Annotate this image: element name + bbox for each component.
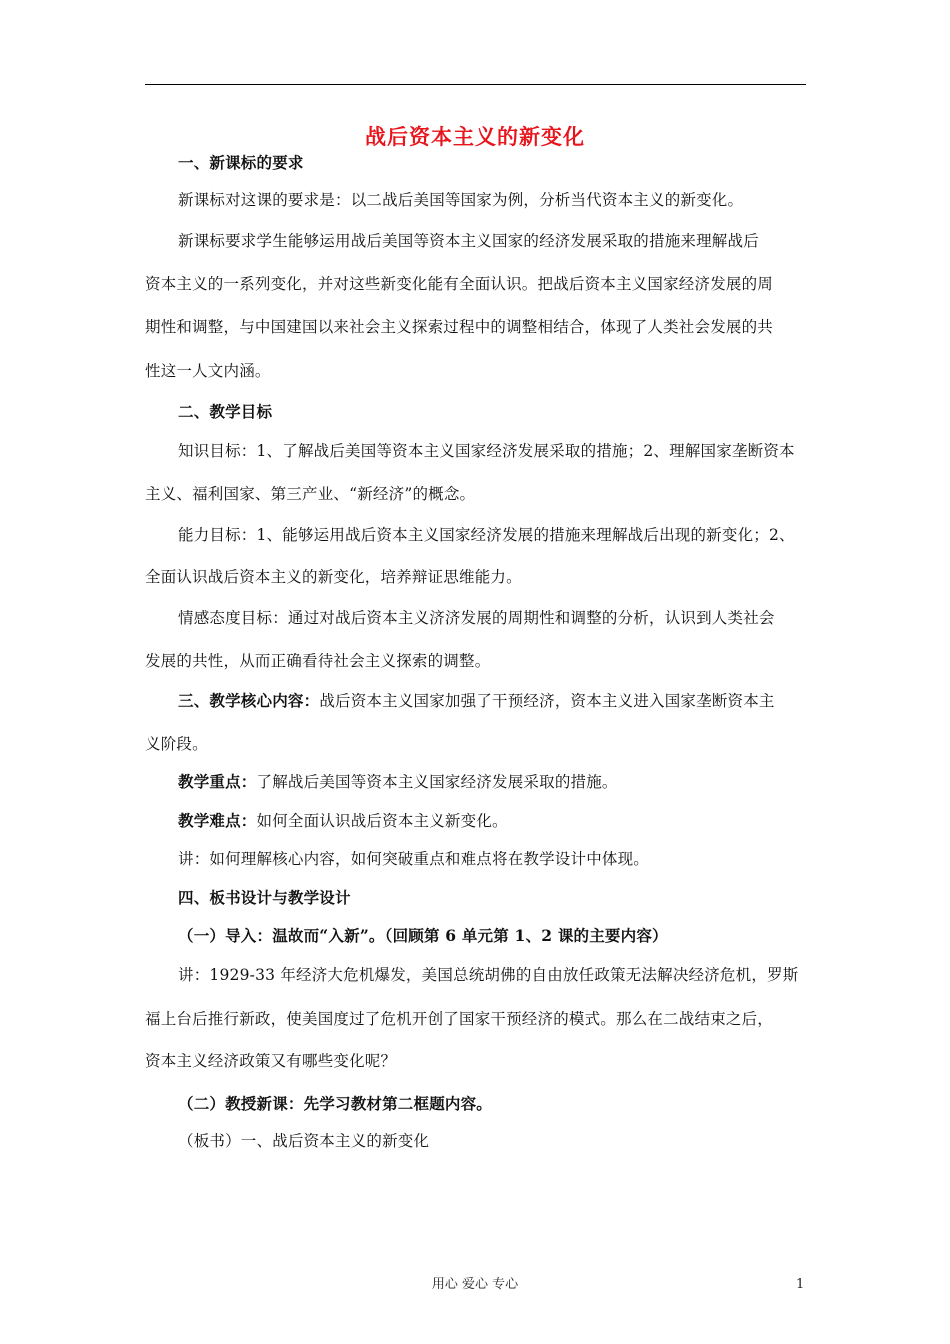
core-content-label: 三、教学核心内容： — [178, 691, 320, 710]
difficult-point-label: 教学难点： — [178, 811, 257, 830]
paragraph-line: 新课标要求学生能够运用战后美国等资本主义国家的经济发展采取的措施来理解战后 — [178, 232, 759, 250]
paragraph-line: 义阶段。 — [145, 735, 208, 753]
key-point-line — [178, 771, 809, 793]
core-content-line — [178, 690, 809, 712]
footer-text: 用心 爱心 专心 — [431, 1277, 519, 1292]
page-title: 战后资本主义的新变化 — [365, 124, 585, 149]
header-rule — [145, 84, 806, 85]
difficult-point-text: 如何全面认识战后资本主义新变化。 — [256, 812, 508, 830]
key-point-text: 了解战后美国等资本主义国家经济发展采取的措施。 — [256, 773, 618, 791]
paragraph-line: 主义、福利国家、第三产业、“新经济”的概念。 — [145, 485, 476, 503]
paragraph-line: 福上台后推行新政，使美国度过了危机开创了国家干预经济的模式。那么在二战结束之后， — [145, 1010, 774, 1028]
paragraph-line: 讲：如何理解核心内容，如何突破重点和难点将在教学设计中体现。 — [178, 850, 650, 868]
paragraph-line: 新课标对这课的要求是：以二战后美国等国家为例，分析当代资本主义的新变化。 — [178, 191, 744, 209]
paragraph-line: 能力目标：1、能够运用战后资本主义国家经济发展的措施来理解战后出现的新变化；2、 — [178, 526, 795, 544]
paragraph-line: 讲：1929-33 年经济大危机爆发，美国总统胡佛的自由放任政策无法解决经济危机，罗斯 — [178, 966, 799, 984]
paragraph-line: 发展的共性，从而正确看待社会主义探索的调整。 — [145, 652, 491, 670]
key-point-label: 教学重点： — [178, 772, 257, 791]
paragraph-line: 性这一人文内涵。 — [145, 362, 271, 380]
section-heading-1: 一、新课标的要求 — [178, 153, 304, 172]
page-number: 1 — [796, 1277, 805, 1292]
subsection-heading-2: （二）教授新课：先学习教材第二框题内容。 — [178, 1094, 493, 1113]
section-heading-2: 二、教学目标 — [178, 402, 273, 421]
difficult-point-line — [178, 810, 809, 832]
paragraph-line: 期性和调整，与中国建国以来社会主义探索过程中的调整相结合，体现了人类社会发展的共 — [145, 318, 774, 336]
section-heading-4: 四、板书设计与教学设计 — [178, 888, 351, 907]
subsection-heading-1: （一）导入：温故而“入新”。（回顾第 6 单元第 1、2 课的主要内容） — [178, 926, 668, 945]
paragraph-line: （板书）一、战后资本主义的新变化 — [178, 1132, 430, 1150]
paragraph-line: 资本主义经济政策又有哪些变化呢？ — [145, 1052, 397, 1070]
paragraph-line: 情感态度目标：通过对战后资本主义济济发展的周期性和调整的分析，认识到人类社会 — [178, 609, 775, 627]
core-content-text: 战后资本主义国家加强了干预经济，资本主义进入国家垄断资本主 — [319, 692, 775, 710]
paragraph-line: 知识目标：1、了解战后美国等资本主义国家经济发展采取的措施；2、理解国家垄断资本 — [178, 442, 795, 460]
paragraph-line: 全面认识战后资本主义的新变化，培养辩证思维能力。 — [145, 568, 522, 586]
paragraph-line: 资本主义的一系列变化，并对这些新变化能有全面认识。把战后资本主义国家经济发展的周 — [145, 275, 774, 293]
